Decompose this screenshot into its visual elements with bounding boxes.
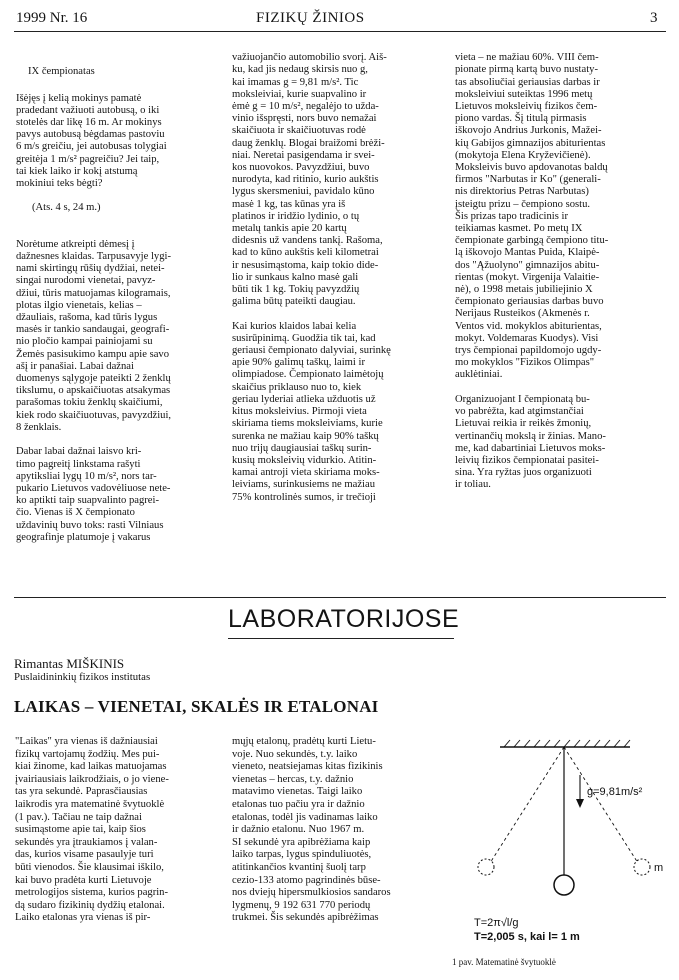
column-3 [455,40,665,504]
article-author: Rimantas MIŠKINIS [14,656,125,671]
section-underline [228,638,454,639]
period-value: T=2,005 s, kai l= 1 m [474,931,580,943]
pendulum-figure [444,735,674,960]
col2-paragraph-2: Kai kurios klaidos labai kelia susirūpinimą. Guodžia tik tai, kad geriausi čempionato dalyviai, surinkę apie 90% galimų taškų, laimi ir olimpiadose. Čempionato laimėtojų skaičius priklauso nuo to, kiek geriau lyderiai atlieka užduotis už kitus moksleivius. Pirmoji vieta skiriama tiems moksleiviams, kurie surenka ne mažiau kaip 90% taškų nuo trijų daugiausiai taškų surin- kusių moksleivių vidurkio. Atitin- kamai antroji vieta skiriama moks- leiviams, surinkusiems ne mažiau 75% kontrolinės sumos, ir trečioji [232,320,391,503]
left-dashed-string [490,747,564,863]
problem-answer: (Ats. 4 s, 24 m.) [32,202,101,214]
right-bob-position [634,859,650,875]
period-formula: T=2π√l/g [474,917,519,929]
column-1 [16,54,224,556]
col3-paragraph-2: Organizuojant I čempionatą bu- vo pabrėžta, kad atgimstančiai Lietuvai reikia ir reikės žmonių, vertinančių mokslą ir žinias. Mano- me, kad dabartiniai Lietuvos moks- leivių fizikos čempionatai pasitei- sina. Yra ryžtas juos organizuoti ir toliau. [455,393,606,491]
journal-title: FIZIKŲ ŽINIOS [256,10,365,26]
pendulum-bob [554,875,574,895]
page-number: 3 [650,10,658,26]
section-title: LABORATORIJOSE [228,605,460,633]
col1-paragraph-1: Norėtume atkreipti dėmesį į dažnesnes klaidas. Tarpusavyje lygi- nami skirtingų rūšių dydžiai, netei- singai nurodomi vienetai, pavyz- džiui, tūris matuojamas kilogramais, plotas ilgio vienetais, kelias – džauliais, rašoma, kad tūris lygus masės ir tankio sandaugai, geografi- nio pločio kampai painiojami su Žemės pasisukimo kampu apie savo ašį ir panašiai. Labai dažnai duomenys sąlygoje pateikti 2 ženklų tikslumu, o apskaičiuotas atsakymas parašomas tokiu ženklų skaičiumi, kiek rodo skaičiuotuvas, pavyzdžiui, 8 ženklais. [16,238,172,433]
col3-paragraph-1: vieta – ne mažiau 60%. VIII čem- pionate pirmą kartą buvo nustaty- tas absoliučiai geriausias darbas ir moksleiviui suteiktas 1996 metų Lietuvos moksleivių fizikos čem- piono vardas. Šį titulą pirmasis iškovojo Andrius Jurkonis, Mažei- kių Gabijos gimnazijos abiturientas (mokytoja Elena Kryževičienė). Moksleivis buvo apdovanotas baldų firmos "Narbutas ir Ko" (generali- nis direktorius Petras Narbutas) įsteigtu prizu – čempiono sostu. Šis prizas tapo tradicinis ir teikiamas kasmet. Po metų IX čempionate garbingą čempiono titu- lą iškovojo Mantas Puida, Klaipė- dos "Ąžuolyno" gimnazijos abitu- rientas (mokyt. Virgenija Valaitie- nė), o 1998 metais jubiliejinio X čempionato geriausias darbas buvo Nerijaus Rusteikos (Akmenės r. Ventos vid. mokyklos abiturientas, mokyt. Voldemaras Kuodys). Visi trys čempionai papildomojo ugdy- mo mokyklos "Fizikos Olimpas" auklėtiniai. [455,52,609,381]
gravity-label: g=9,81m/s² [587,786,643,798]
section-top-rule [14,597,666,598]
header-rule [14,31,666,32]
left-bob-position [478,859,494,875]
col2-paragraph-1: važiuojančio automobilio svorį. Aiš- ku, kad jis nedaug skirsis nuo g, kai imamas g = 9,81 m/s². Tic moksleiviai, kurie suapvalino ir ėmė g = 10 m/s², negalėjo to užda- vinio išspręsti, nors buvo nemažai skaičiuota ir skaičiuotuvas rodė daug ženklų. Blogai braižomi brėži- niai. Neretai pasigendama ir svei- kos nuovokos. Pavyzdžiui, buvo nurodyta, kad ritinio, kurio aukštis lygus skersmeniui, pavidalo kūno masė 1 kg, tas kūnas yra iš platinos ir iridžio lydinio, o tų metalų tankis apie 20 kartų didesnis už vandens tankį. Rašoma, kad to kūno aukštis keli kilometrai ir nesusimąstoma, kaip tokio dide- lio ir sunkaus kalno masė gali būti tik 1 kg. Tokių pavyzdžių galima būtų pateikti daugiau. [232,52,387,308]
problem-text: Išėjęs į kelią mokinys pamatė pradedant važiuoti autobusą, o iki stotelės dar likę 16 m. Ar mokinys pavys autobusą bėgdamas pastoviu 6 m/s greičiu, jei autobusas tolygiai greitėja 1 m/s² pagreičiu? Jei taip, tai kiek laiko ir kokį atstumą mokiniui teks bėgti? [16,92,167,190]
article-title: LAIKAS – VIENETAI, SKALĖS IR ETALONAI [14,697,379,716]
right-dashed-string [564,747,638,863]
championship-heading: IX čempionatas [28,66,95,78]
col1-paragraph-2: Dabar labai dažnai laisvo kri- timo pagreitį linkstama rašyti apytiksliai lygų 10 m/s², nors tar- pukario Lietuvos vadovėliuose nete- ko aptikti taip suapvalinto pagrei- čio. Vienas iš X čempionato uždavinių buvo toks: rasti Vilniaus geografinje platumoje į vakarus [16,446,171,543]
article-affiliation: Puslaidininkių fizikos institutas [14,671,151,683]
mass-label: m [654,862,664,874]
article-column-1: "Laikas" yra vienas iš dažniausiai fizikų vartojamų žodžių. Mes pui- kiai žinome, kad laikas matuojamas įvairiausiais laikrodžiais, o jo viene- tas yra sekundė. Paprasčiausias laikrodis yra matematinė švytuoklė (1 pav.). Tačiau ne taip dažnai susimąstome apie tai, kaip šios sekundės yra įtraukiamos į valan- das, kurios visame pasaulyje turi būti vienodos. Šie klausimai iškilo, kai buvo pradėta kurti Lietuvoje metrologijos sistema, kurios pagrin- dą sudaro fizikinių dydžių etalonai. Laiko etalonas yra vienas iš pir- [15,736,169,924]
ceiling-hatch [500,740,630,747]
issue-label: 1999 Nr. 16 [16,10,88,26]
figure-caption: 1 pav. Matematinė švytuoklė [452,957,556,967]
gravity-arrowhead [576,799,584,808]
article-column-2: mųjų etalonų, pradėtų kurti Lietu- voje. Nuo sekundės, t.y. laiko vieneto, neatsiejamas kitas fizikinis vienetas – hercas, t.y. dažnio matavimo vienetas. Taigi laiko etalonas tuo pačiu yra ir dažnio etalonas, todėl jis vadinamas laiko ir dažnio etalonu. Nuo 1967 m. SI sekundė yra apibrėžiama kaip laiko tarpas, lygus spinduliuotės, atitinkančios kvantinį šuolį tarp cezio-133 atomo pagrindinės būse- nos dviejų hipersmulkiosios sandaros lygmenų, 9 192 631 770 periodų trukmei. Šis sekundės apibrėžimas [232,736,391,924]
column-2 [232,40,438,516]
